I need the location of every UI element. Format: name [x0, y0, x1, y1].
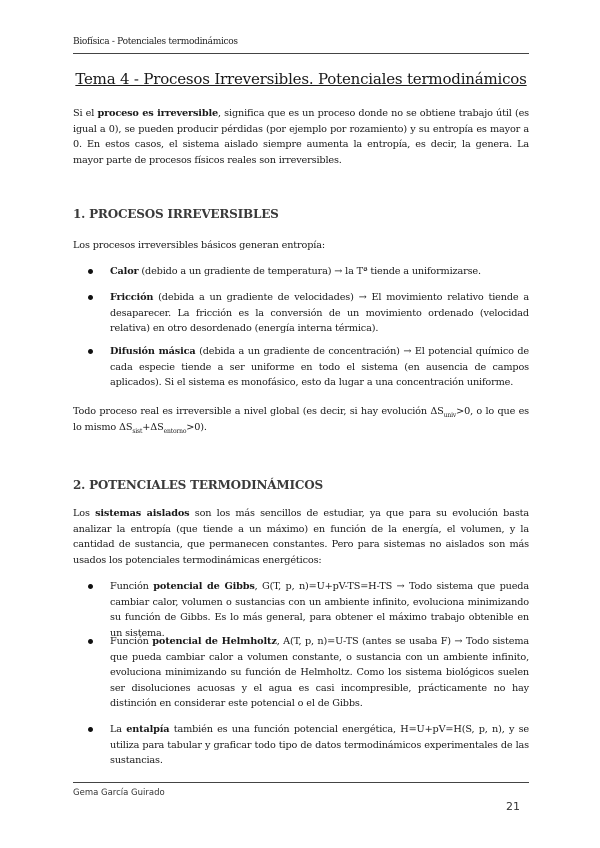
bullet-icon [88, 269, 93, 274]
bullet-icon [88, 639, 93, 644]
running-header: Biofísica - Potenciales termodinámicos [73, 37, 238, 47]
section1-lead: Los procesos irreversibles básicos generan entropía: [73, 240, 325, 251]
list-item: Difusión másica (debida a un gradiente de concentración) → El potencial químico de cada especie tiende a ser uniforme en todo el sistema (en ausencia de campos aplicados). Si el sistema es monofásico, esto da lugar a una concentración uniforme. [88, 344, 529, 391]
bullet-icon [88, 584, 93, 589]
footer-author: Gema García Guirado [73, 788, 165, 798]
bullet-icon [88, 349, 93, 354]
section2-heading: 2. POTENCIALES TERMODINÁMICOS [73, 478, 323, 492]
footer-rule [73, 782, 529, 783]
intro-bold: proceso es irreversible [97, 108, 219, 119]
list-item: Calor (debido a un gradiente de temperatura) → la Tª tiende a uniformizarse. [88, 264, 529, 280]
list-item: Función potencial de Gibbs, G(T, p, n)=U+pV-TS=H-TS → Todo sistema que pueda cambiar calor, volumen o sustancias con un ambiente infinito, evoluciona minimizando su función de Gibbs. Es lo más general, para obtener el máximo trabajo obtenible en un sistema. [88, 579, 529, 641]
page-title: Tema 4 - Procesos Irreversibles. Potenciales termodinámicos [75, 70, 527, 88]
list-item: Fricción (debida a un gradiente de velocidades) → El movimiento relativo tiende a desaparecer. La fricción es la conversión de un movimiento ordenado (velocidad relativa) en otro desordenado (energía interna térmica). [88, 290, 529, 337]
page-number: 21 [506, 800, 520, 813]
bullet-icon [88, 295, 93, 300]
list-item: La entalpía también es una función potencial energética, H=U+pV=H(S, p, n), y se utiliza para tabular y graficar todo tipo de datos termodinámicos experimentales de las sustancias. [88, 722, 529, 769]
section1-heading: 1. PROCESOS IRREVERSIBLES [73, 207, 279, 221]
header-rule [73, 53, 529, 54]
intro-paragraph: Si el proceso es irreversible, significa que es un proceso donde no se obtiene trabajo útil (es igual a 0), se pueden producir pérdidas (por ejemplo por rozamiento) y su entropía es mayor a 0. En estos casos, el sistema aislado siempre aumenta la entropía, es decir, la genera. La mayor parte de procesos físicos reales son irreversibles. [73, 108, 530, 166]
bullet-icon [88, 727, 93, 732]
section2-lead: Los sistemas aislados son los más sencillos de estudiar, ya que para su evolución basta analizar la entropía (que tiende a un máximo) en función de la energía, el volumen, y la cantidad de sustancia, que permanecen constantes. Pero para sistemas no aislados son más usados los potenciales termodinámicas energéticos: [73, 508, 530, 566]
list-item: Función potencial de Helmholtz, A(T, p, n)=U-TS (antes se usaba F) → Todo sistema que pueda cambiar calor a volumen constante, o sustancia con un ambiente infinito, evoluciona minimizando su función de Helmholtz. Como los sistema biológicos suelen ser disoluciones acuosas y el agua es casi incompresible, prácticamente no hay distinción en considerar este potencial o el de Gibbs. [88, 634, 529, 712]
section1-closing: Todo proceso real es irreversible a nivel global (es decir, si hay evolución $\Delta S_{univ}>0$, o lo que es lo mismo $\Delta S_{sist}+\Delta S_{entorno}>0$). [73, 406, 530, 435]
